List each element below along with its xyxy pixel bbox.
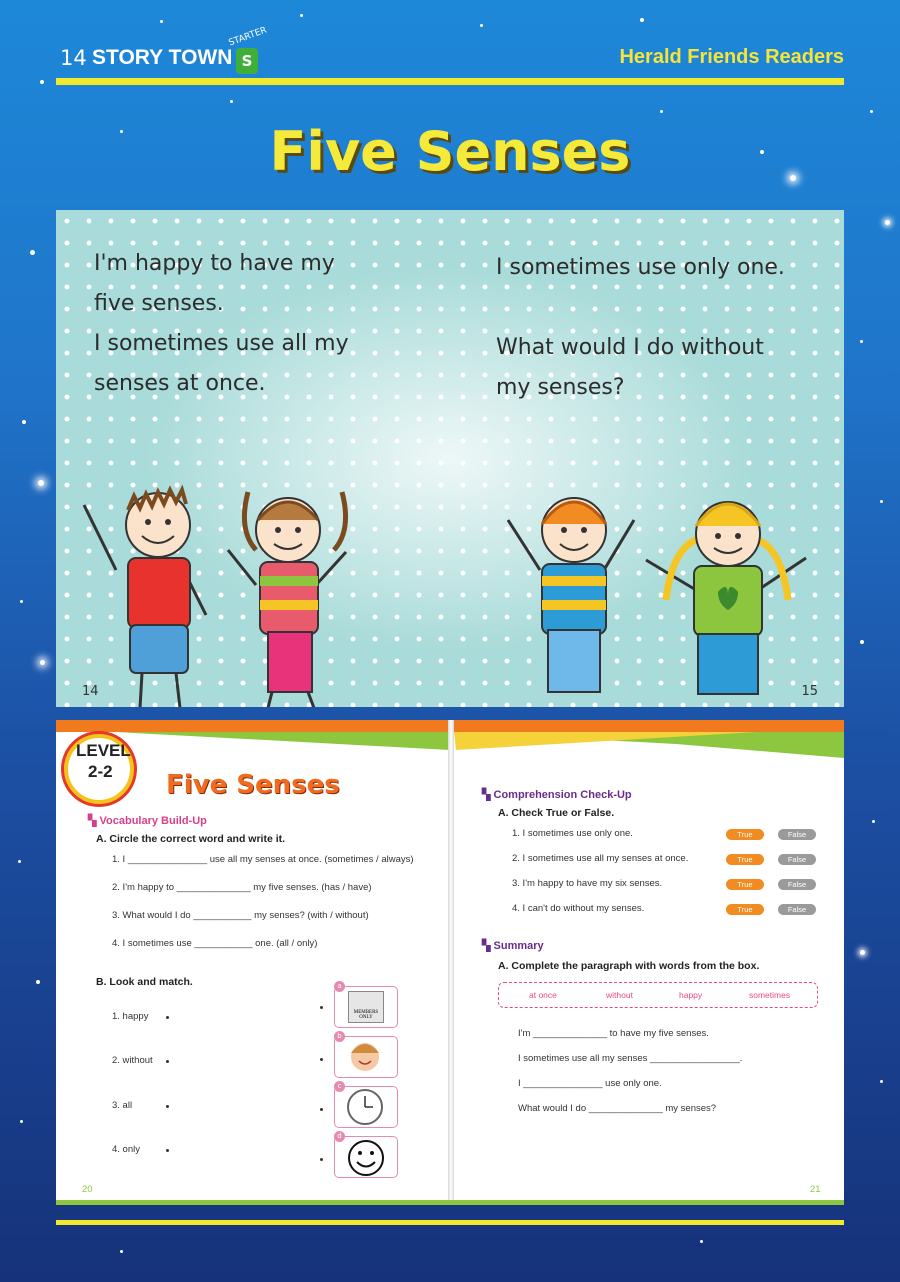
summary-line: I'm ______________ to have my five senses. (518, 1028, 709, 1039)
workbook-page-right: 21 (810, 1184, 821, 1195)
story-line: my senses? (496, 375, 625, 400)
page-title: Five Senses (269, 120, 631, 183)
story-line: What would I do without (496, 335, 764, 360)
kids-illustration-left (76, 480, 376, 707)
book-icon: ▚ (482, 940, 494, 952)
summary-line: I sometimes use all my senses _________________. (518, 1053, 743, 1064)
comprehension-item: 2. I sometimes use all my senses at once. (512, 853, 689, 864)
false-button[interactable]: False (778, 854, 816, 865)
starter-tag: STARTER (227, 25, 269, 49)
starter-badge: S (236, 48, 258, 74)
comprehension-item: 3. I'm happy to have my six senses. (512, 878, 663, 889)
true-button[interactable]: True (726, 879, 764, 890)
word-box-item: happy (679, 990, 703, 1000)
smiley-face-icon (335, 1137, 395, 1177)
book-icon: ▚ (482, 789, 494, 801)
summary-line: What would I do ______________ my senses? (518, 1103, 717, 1114)
summary-line: I _______________ use only one. (518, 1078, 662, 1089)
match-dot-left[interactable] (166, 1149, 169, 1152)
match-picture-b: b (334, 1036, 398, 1078)
match-word: 4. only (112, 1144, 140, 1155)
match-dot-right[interactable] (320, 1058, 323, 1061)
header-page-number: 14 (60, 46, 87, 70)
happy-child-photo (335, 1037, 395, 1077)
comprehension-item: 4. I can't do without my senses. (512, 903, 645, 914)
vocab-item: 3. What would I do ___________ my senses? (with / without) (112, 910, 369, 921)
story-line: five senses. (94, 291, 224, 316)
vocab-part-b: B. Look and match. (96, 976, 193, 988)
level-label: LEVEL (76, 741, 131, 760)
story-page-left: 14 (82, 684, 99, 699)
header-divider (56, 78, 844, 85)
match-dot-left[interactable] (166, 1016, 169, 1019)
false-button[interactable]: False (778, 904, 816, 915)
workbook-title: Five Senses (166, 770, 340, 800)
match-word: 1. happy (112, 1011, 149, 1022)
comprehension-item: 1. I sometimes use only one. (512, 828, 633, 839)
story-text-right-1: I sometimes use only one. (496, 255, 785, 280)
match-dot-right[interactable] (320, 1108, 323, 1111)
true-button[interactable]: True (726, 904, 764, 915)
workbook-spread (56, 720, 844, 1205)
comprehension-heading: ▚ Comprehension Check-Up (482, 789, 632, 801)
footer-divider (56, 1220, 844, 1225)
vocab-heading: ▚ Vocabulary Build-Up (88, 815, 207, 827)
false-button[interactable]: False (778, 829, 816, 840)
story-line: I sometimes use all my (94, 331, 349, 356)
word-box-item: at once (529, 990, 557, 1000)
match-word: 2. without (112, 1055, 153, 1066)
word-box-item: without (606, 990, 633, 1000)
workbook-page-left: 20 (82, 1184, 93, 1195)
match-dot-right[interactable] (320, 1158, 323, 1161)
page-header (56, 25, 844, 80)
story-spread (56, 210, 844, 707)
word-box-item: sometimes (749, 990, 791, 1000)
false-button[interactable]: False (778, 879, 816, 890)
level-value: 2-2 (88, 762, 113, 781)
match-picture-c: c (334, 1086, 398, 1128)
match-picture-d: d (334, 1136, 398, 1178)
true-button[interactable]: True (726, 829, 764, 840)
true-button[interactable]: True (726, 854, 764, 865)
members-only-sign: MEMBERS ONLY (348, 991, 384, 1023)
story-text-left (94, 244, 349, 404)
word-box (498, 982, 818, 1008)
vocab-item: 4. I sometimes use ___________ one. (all / only) (112, 938, 318, 949)
kids-illustration-right (496, 480, 816, 707)
vocab-item: 1. I _______________ use all my senses at once. (sometimes / always) (112, 854, 414, 865)
clock-icon (335, 1087, 395, 1127)
story-line: senses at once. (94, 371, 266, 396)
book-icon: ▚ (88, 815, 100, 827)
match-dot-left[interactable] (166, 1105, 169, 1108)
vocab-item: 2. I'm happy to ______________ my five senses. (has / have) (112, 882, 372, 893)
series-title: STORY TOWN (92, 46, 233, 69)
match-picture-a: a MEMBERS ONLY (334, 986, 398, 1028)
comprehension-part-a: A. Check True or False. (498, 807, 615, 819)
publisher-name: Herald Friends Readers (619, 46, 844, 68)
workbook-spine (448, 720, 454, 1200)
summary-heading: ▚ Summary (482, 940, 544, 952)
match-dot-right[interactable] (320, 1006, 323, 1009)
match-dot-left[interactable] (166, 1060, 169, 1063)
story-text-right-2 (496, 328, 764, 408)
vocab-part-a: A. Circle the correct word and write it. (96, 833, 286, 845)
story-line: I'm happy to have my (94, 251, 335, 276)
summary-part-a: A. Complete the paragraph with words from the box. (498, 960, 760, 972)
match-word: 3. all (112, 1100, 133, 1111)
story-page-right: 15 (801, 684, 818, 699)
